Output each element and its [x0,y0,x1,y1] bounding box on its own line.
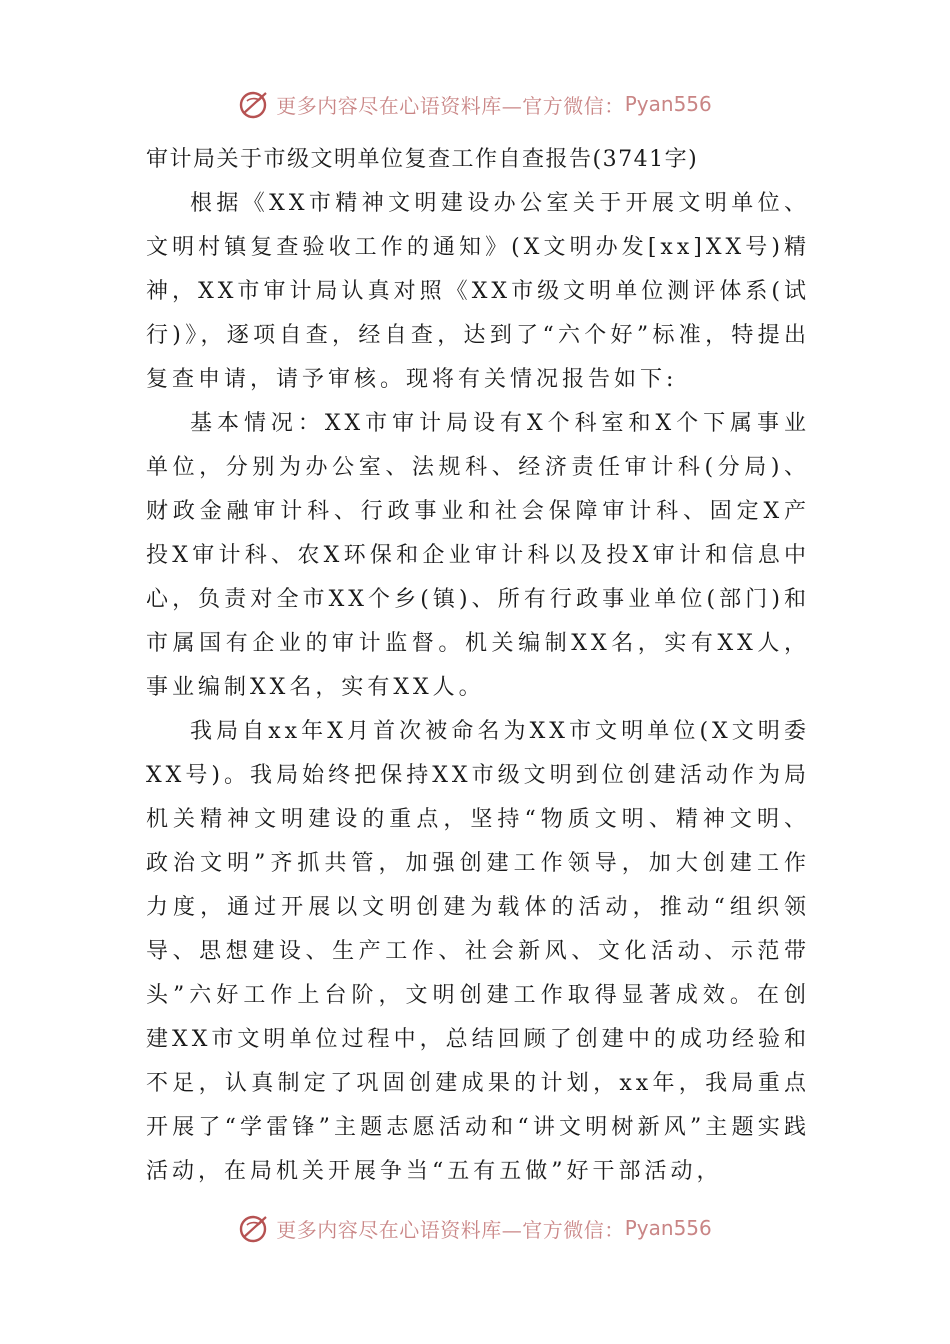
quill-logo-icon [238,87,272,121]
paragraph-1: 根据《XX市精神文明建设办公室关于开展文明单位、文明村镇复查验收工作的通知》(X文明办发[xx]XX号)精神，XX市审计局认真对照《XX市级文明单位测评体系(试行)》，逐项自查，经自查，达到了“六个好”标准，特提出复查申请，请予审核。现将有关情况报告如下: [146,191,810,392]
watermark-id: Pyan556 [624,92,712,116]
document-body [146,138,810,1194]
watermark-id: Pyan556 [624,1216,712,1240]
watermark-text: 更多内容尽在心语资料库—官方微信： [276,93,625,118]
footer-watermark [0,1208,950,1248]
header-watermark [0,84,950,124]
paragraph-2: 基本情况：XX市审计局设有X个科室和X个下属事业单位，分别为办公室、法规科、经济责任审计科(分局)、财政金融审计科、行政事业和社会保障审计科、固定X产投X审计科、农X环保和企业审计科以及投X审计和信息中心，负责对全市XX个乡(镇)、所有行政事业单位(部门)和市属国有企业的审计监督。机关编制XX名，实有XX人，事业编制XX名，实有XX人。 [146,411,810,700]
document-title: 审计局关于市级文明单位复查工作自查报告(3741字) [146,147,699,172]
paragraph-3: 我局自xx年X月首次被命名为XX市文明单位(X文明委XX号)。我局始终把保持XX市级文明到位创建活动作为局机关精神文明建设的重点，坚持“物质文明、精神文明、政治文明”齐抓共管，加强创建工作领导，加大创建工作力度，通过开展以文明创建为载体的活动，推动“组织领导、思想建设、生产工作、社会新风、文化活动、示范带头”六好工作上台阶，文明创建工作取得显著成效。在创建XX市文明单位过程中，总结回顾了创建中的成功经验和不足，认真制定了巩固创建成果的计划，xx年，我局重点开展了“学雷锋”主题志愿活动和“讲文明树新风”主题实践活动，在局机关开展争当“五有五做”好干部活动， [146,719,810,1184]
watermark-text: 更多内容尽在心语资料库—官方微信： [276,1217,625,1242]
quill-logo-icon [238,1211,272,1245]
